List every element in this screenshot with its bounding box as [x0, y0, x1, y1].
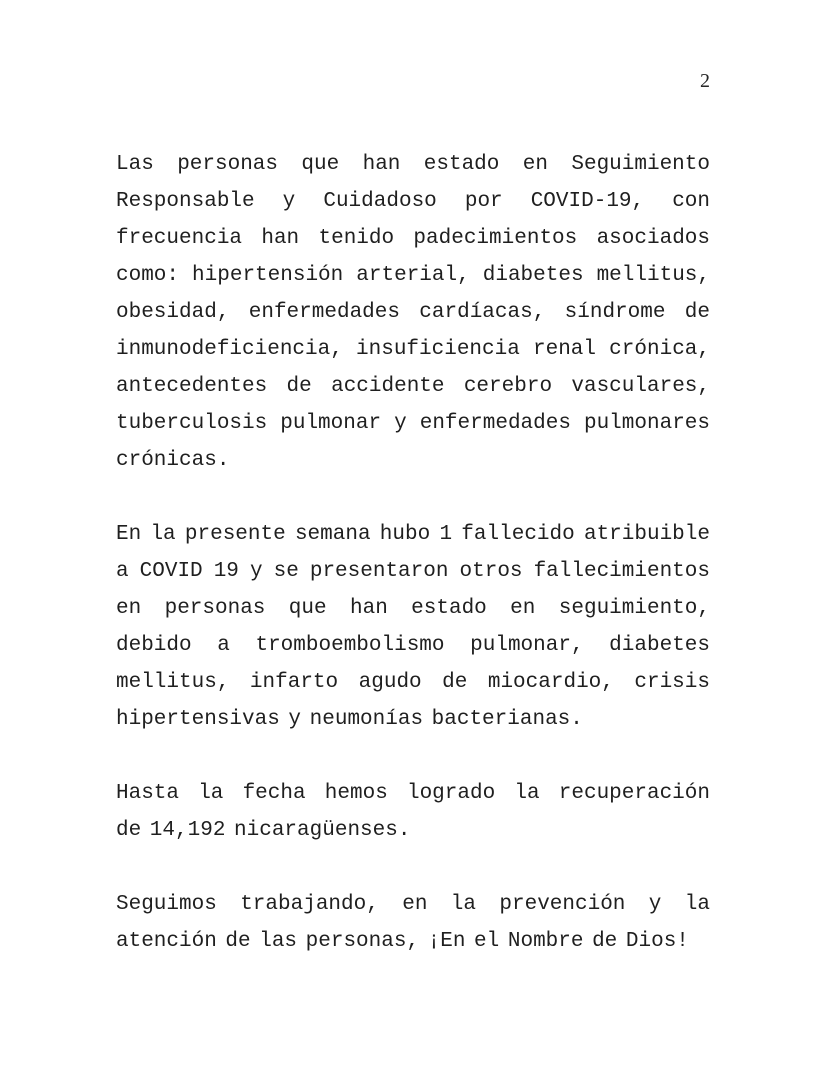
text-line: debido a tromboembolismo pulmonar, diabetes — [116, 634, 710, 657]
text-line: Responsable y Cuidadoso por COVID-19, con — [116, 190, 710, 213]
text-line: atención de las personas, ¡En el Nombre de Dios! — [116, 930, 689, 953]
text-line: antecedentes de accidente cerebro vasculares, — [116, 375, 710, 398]
text-line: tuberculosis pulmonar y enfermedades pulmonares — [116, 412, 710, 435]
text-line: de 14,192 nicaragüenses. — [116, 819, 411, 842]
page-header — [116, 71, 710, 91]
text-line: inmunodeficiencia, insuficiencia renal crónica, — [116, 338, 710, 361]
text-line: hipertensivas y neumonías bacterianas. — [116, 708, 583, 731]
text-line: a COVID 19 y se presentaron otros fallecimientos — [116, 560, 710, 583]
text-line: En la presente semana hubo 1 fallecido atribuible — [116, 523, 710, 546]
document-body-text — [116, 146, 710, 960]
text-line: Seguimos trabajando, en la prevención y la — [116, 893, 710, 916]
text-line: Hasta la fecha hemos logrado la recuperación — [116, 782, 710, 805]
text-line: Las personas que han estado en Seguimiento — [116, 153, 710, 176]
paragraph — [116, 775, 710, 849]
text-line: obesidad, enfermedades cardíacas, síndrome de — [116, 301, 710, 324]
text-line: como: hipertensión arterial, diabetes mellitus, — [116, 264, 710, 287]
text-line: crónicas. — [116, 449, 230, 472]
text-line: frecuencia han tenido padecimientos asociados — [116, 227, 710, 250]
paragraph — [116, 886, 710, 960]
paragraph — [116, 516, 710, 738]
paragraph — [116, 146, 710, 479]
text-line: en personas que han estado en seguimiento, — [116, 597, 710, 620]
text-line: mellitus, infarto agudo de miocardio, crisis — [116, 671, 710, 694]
page-number: 2 — [700, 70, 710, 92]
